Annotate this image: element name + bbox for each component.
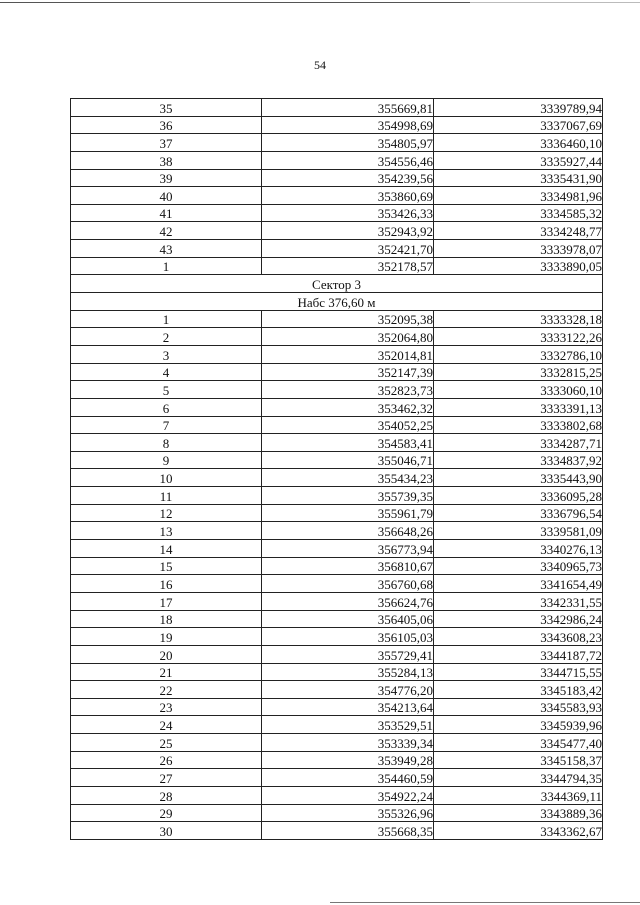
y-coordinate: 3333890,05 <box>434 257 603 275</box>
y-coordinate: 3344369,11 <box>434 786 603 804</box>
x-coordinate: 353949,28 <box>262 751 434 769</box>
point-number: 29 <box>71 804 262 822</box>
table-row <box>71 151 603 169</box>
table-row <box>71 575 603 593</box>
table-row <box>71 204 603 222</box>
point-number: 11 <box>71 487 262 505</box>
table-row <box>71 663 603 681</box>
point-number: 40 <box>71 187 262 205</box>
x-coordinate: 352421,70 <box>262 240 434 258</box>
x-coordinate: 354239,56 <box>262 169 434 187</box>
y-coordinate: 3337067,69 <box>434 116 603 134</box>
y-coordinate: 3334585,32 <box>434 204 603 222</box>
y-coordinate: 3332815,25 <box>434 363 603 381</box>
table-row <box>71 187 603 205</box>
point-number: 5 <box>71 381 262 399</box>
y-coordinate: 3342331,55 <box>434 592 603 610</box>
sector-height: Набс 376,60 м <box>71 293 603 311</box>
table-row <box>71 363 603 381</box>
table-row <box>71 469 603 487</box>
x-coordinate: 354922,24 <box>262 786 434 804</box>
x-coordinate: 355669,81 <box>262 99 434 117</box>
point-number: 17 <box>71 592 262 610</box>
y-coordinate: 3335431,90 <box>434 169 603 187</box>
point-number: 1 <box>71 310 262 328</box>
point-number: 28 <box>71 786 262 804</box>
x-coordinate: 355668,35 <box>262 822 434 840</box>
x-coordinate: 352014,81 <box>262 345 434 363</box>
x-coordinate: 353426,33 <box>262 204 434 222</box>
table-row <box>71 628 603 646</box>
y-coordinate: 3336796,54 <box>434 504 603 522</box>
table-row <box>71 240 603 258</box>
point-number: 7 <box>71 416 262 434</box>
y-coordinate: 3344715,55 <box>434 663 603 681</box>
y-coordinate: 3342986,24 <box>434 610 603 628</box>
table-row <box>71 734 603 752</box>
y-coordinate: 3333060,10 <box>434 381 603 399</box>
point-number: 25 <box>71 734 262 752</box>
x-coordinate: 352147,39 <box>262 363 434 381</box>
y-coordinate: 3345158,37 <box>434 751 603 769</box>
x-coordinate: 354583,41 <box>262 434 434 452</box>
x-coordinate: 355729,41 <box>262 645 434 663</box>
x-coordinate: 356760,68 <box>262 575 434 593</box>
y-coordinate: 3343362,67 <box>434 822 603 840</box>
table-row <box>71 169 603 187</box>
y-coordinate: 3345939,96 <box>434 716 603 734</box>
y-coordinate: 3344794,35 <box>434 769 603 787</box>
y-coordinate: 3345183,42 <box>434 681 603 699</box>
table-row <box>71 381 603 399</box>
scan-edge-top-faint <box>470 2 640 3</box>
sector-header <box>71 275 603 310</box>
point-number: 38 <box>71 151 262 169</box>
point-number: 27 <box>71 769 262 787</box>
y-coordinate: 3343889,36 <box>434 804 603 822</box>
point-number: 30 <box>71 822 262 840</box>
x-coordinate: 354052,25 <box>262 416 434 434</box>
point-number: 20 <box>71 645 262 663</box>
y-coordinate: 3340965,73 <box>434 557 603 575</box>
table-row <box>71 416 603 434</box>
x-coordinate: 352823,73 <box>262 381 434 399</box>
x-coordinate: 353339,34 <box>262 734 434 752</box>
y-coordinate: 3334981,96 <box>434 187 603 205</box>
table-row <box>71 116 603 134</box>
table-row <box>71 487 603 505</box>
table-row <box>71 540 603 558</box>
table-row <box>71 716 603 734</box>
table-row <box>71 434 603 452</box>
table-row <box>71 310 603 328</box>
table-row <box>71 610 603 628</box>
y-coordinate: 3339581,09 <box>434 522 603 540</box>
sector-height-row <box>71 293 603 311</box>
point-number: 9 <box>71 451 262 469</box>
x-coordinate: 356624,76 <box>262 592 434 610</box>
x-coordinate: 354460,59 <box>262 769 434 787</box>
coordinates-part-1 <box>71 99 603 275</box>
x-coordinate: 353860,69 <box>262 187 434 205</box>
point-number: 12 <box>71 504 262 522</box>
y-coordinate: 3334837,92 <box>434 451 603 469</box>
point-number: 13 <box>71 522 262 540</box>
point-number: 22 <box>71 681 262 699</box>
x-coordinate: 354213,64 <box>262 698 434 716</box>
point-number: 23 <box>71 698 262 716</box>
x-coordinate: 354776,20 <box>262 681 434 699</box>
point-number: 4 <box>71 363 262 381</box>
y-coordinate: 3336095,28 <box>434 487 603 505</box>
point-number: 43 <box>71 240 262 258</box>
point-number: 19 <box>71 628 262 646</box>
point-number: 3 <box>71 345 262 363</box>
table-row <box>71 134 603 152</box>
sector-title-row <box>71 275 603 293</box>
table-row <box>71 99 603 117</box>
y-coordinate: 3344187,72 <box>434 645 603 663</box>
x-coordinate: 356773,94 <box>262 540 434 558</box>
y-coordinate: 3333391,13 <box>434 398 603 416</box>
table-row <box>71 786 603 804</box>
y-coordinate: 3332786,10 <box>434 345 603 363</box>
point-number: 41 <box>71 204 262 222</box>
x-coordinate: 353529,51 <box>262 716 434 734</box>
point-number: 37 <box>71 134 262 152</box>
y-coordinate: 3335927,44 <box>434 151 603 169</box>
x-coordinate: 354556,46 <box>262 151 434 169</box>
point-number: 39 <box>71 169 262 187</box>
table-row <box>71 592 603 610</box>
point-number: 8 <box>71 434 262 452</box>
y-coordinate: 3335443,90 <box>434 469 603 487</box>
point-number: 6 <box>71 398 262 416</box>
y-coordinate: 3334287,71 <box>434 434 603 452</box>
x-coordinate: 355434,23 <box>262 469 434 487</box>
table-row <box>71 557 603 575</box>
scan-edge-top <box>0 2 470 3</box>
table-row <box>71 804 603 822</box>
y-coordinate: 3333328,18 <box>434 310 603 328</box>
x-coordinate: 355046,71 <box>262 451 434 469</box>
point-number: 21 <box>71 663 262 681</box>
x-coordinate: 356810,67 <box>262 557 434 575</box>
point-number: 26 <box>71 751 262 769</box>
point-number: 42 <box>71 222 262 240</box>
table-row <box>71 751 603 769</box>
point-number: 15 <box>71 557 262 575</box>
table-row <box>71 645 603 663</box>
point-number: 1 <box>71 257 262 275</box>
point-number: 35 <box>71 99 262 117</box>
table-row <box>71 222 603 240</box>
x-coordinate: 355961,79 <box>262 504 434 522</box>
table-row <box>71 398 603 416</box>
y-coordinate: 3343608,23 <box>434 628 603 646</box>
y-coordinate: 3336460,10 <box>434 134 603 152</box>
y-coordinate: 3333122,26 <box>434 328 603 346</box>
x-coordinate: 353462,32 <box>262 398 434 416</box>
point-number: 36 <box>71 116 262 134</box>
point-number: 14 <box>71 540 262 558</box>
table-row <box>71 345 603 363</box>
y-coordinate: 3340276,13 <box>434 540 603 558</box>
table-row <box>71 698 603 716</box>
table-row <box>71 681 603 699</box>
y-coordinate: 3345477,40 <box>434 734 603 752</box>
scan-edge-bottom <box>330 902 640 903</box>
sector-title: Сектор 3 <box>71 275 603 293</box>
x-coordinate: 355326,96 <box>262 804 434 822</box>
x-coordinate: 356105,03 <box>262 628 434 646</box>
x-coordinate: 354998,69 <box>262 116 434 134</box>
table-row <box>71 504 603 522</box>
y-coordinate: 3333802,68 <box>434 416 603 434</box>
page-number: 54 <box>314 58 326 72</box>
x-coordinate: 355284,13 <box>262 663 434 681</box>
y-coordinate: 3339789,94 <box>434 99 603 117</box>
table-row <box>71 451 603 469</box>
table-row <box>71 257 603 275</box>
x-coordinate: 352943,92 <box>262 222 434 240</box>
table-row <box>71 522 603 540</box>
x-coordinate: 354805,97 <box>262 134 434 152</box>
coordinates-part-2 <box>71 310 603 839</box>
point-number: 2 <box>71 328 262 346</box>
x-coordinate: 356405,06 <box>262 610 434 628</box>
coordinates-table <box>70 98 603 840</box>
point-number: 24 <box>71 716 262 734</box>
x-coordinate: 355739,35 <box>262 487 434 505</box>
y-coordinate: 3334248,77 <box>434 222 603 240</box>
y-coordinate: 3345583,93 <box>434 698 603 716</box>
table-row <box>71 328 603 346</box>
x-coordinate: 356648,26 <box>262 522 434 540</box>
x-coordinate: 352064,80 <box>262 328 434 346</box>
table-row <box>71 822 603 840</box>
table-row <box>71 769 603 787</box>
y-coordinate: 3333978,07 <box>434 240 603 258</box>
x-coordinate: 352095,38 <box>262 310 434 328</box>
x-coordinate: 352178,57 <box>262 257 434 275</box>
point-number: 18 <box>71 610 262 628</box>
point-number: 16 <box>71 575 262 593</box>
point-number: 10 <box>71 469 262 487</box>
y-coordinate: 3341654,49 <box>434 575 603 593</box>
